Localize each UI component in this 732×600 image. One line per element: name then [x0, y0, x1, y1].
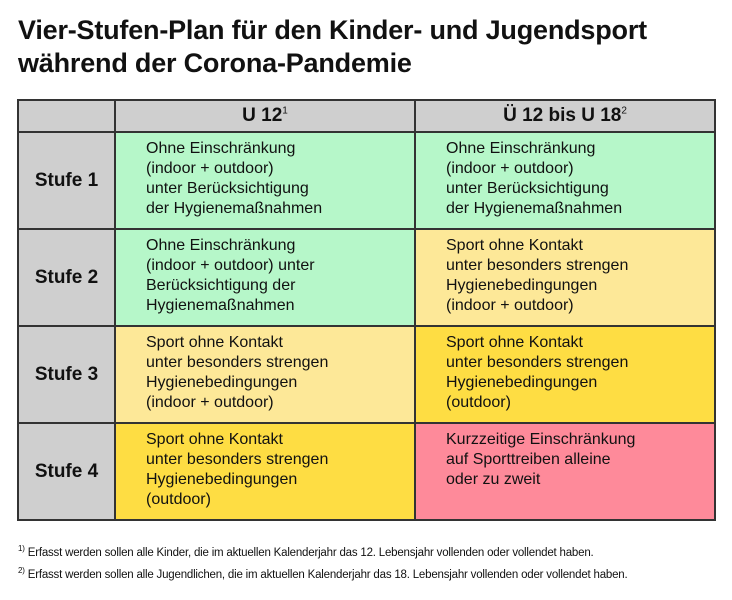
table-row: [18, 326, 715, 423]
cell-line: (indoor + outdoor) unter: [146, 257, 315, 274]
cell-line: unter Berücksichtigung: [446, 180, 609, 197]
cell-line: Ohne Einschränkung: [146, 140, 296, 157]
cell-text: [116, 133, 414, 219]
cell-text: [116, 424, 414, 510]
stage-label: Stufe 4: [18, 423, 115, 520]
cell-u18: [415, 229, 715, 326]
header-u18-sup: 2: [621, 105, 627, 117]
cell-line: oder zu zweit: [446, 471, 541, 488]
cell-line: (outdoor): [146, 491, 211, 508]
cell-u12: [115, 423, 415, 520]
table-row: [18, 423, 715, 520]
cell-line: auf Sporttreiben alleine: [446, 451, 611, 468]
stage-label: Stufe 2: [18, 229, 115, 326]
cell-line: (indoor + outdoor): [446, 160, 574, 177]
document-title: [18, 14, 647, 80]
cell-line: Hygienebedingungen: [146, 471, 298, 488]
cell-line: Hygienebedingungen: [446, 374, 598, 391]
cell-u12: [115, 229, 415, 326]
cell-line: Sport ohne Kontakt: [446, 334, 583, 351]
cell-u12: [115, 326, 415, 423]
cell-line: der Hygienemaßnahmen: [446, 200, 623, 217]
cell-u12: [115, 132, 415, 229]
title-line-1: Vier-Stufen-Plan für den Kinder- und Jugendsport: [18, 15, 647, 45]
footnotes: [18, 540, 627, 584]
stage-label: Stufe 3: [18, 326, 115, 423]
cell-line: Sport ohne Kontakt: [146, 334, 283, 351]
title-line-2: während der Corona-Pandemie: [18, 48, 412, 78]
stage-label: Stufe 1: [18, 132, 115, 229]
footnote-2-text: Erfasst werden sollen alle Jugendlichen, die im aktuellen Kalenderjahr das 18. Lebensjahr vollenden oder vollendet haben.: [27, 568, 628, 581]
cell-line: Hygienebedingungen: [146, 374, 298, 391]
cell-u18: [415, 132, 715, 229]
cell-line: (outdoor): [446, 394, 511, 411]
header-u12-sup: 1: [282, 105, 288, 117]
cell-u18: [415, 423, 715, 520]
table-row: [18, 132, 715, 229]
cell-line: Berücksichtigung der: [146, 277, 296, 294]
cell-line: (indoor + outdoor): [146, 160, 274, 177]
cell-text: [416, 424, 714, 490]
footnote-2: [18, 562, 627, 584]
cell-line: Hygienemaßnahmen: [146, 297, 295, 314]
header-corner: [18, 100, 115, 132]
header-u12: [115, 100, 415, 132]
stage-plan-table: [17, 99, 716, 521]
cell-line: (indoor + outdoor): [146, 394, 274, 411]
cell-line: Ohne Einschränkung: [146, 237, 296, 254]
cell-u18: [415, 326, 715, 423]
cell-line: (indoor + outdoor): [446, 297, 574, 314]
cell-line: unter Berücksichtigung: [146, 180, 309, 197]
cell-line: unter besonders strengen: [446, 354, 629, 371]
footnote-1-marker: 1): [18, 544, 25, 553]
cell-text: [116, 327, 414, 413]
cell-line: Sport ohne Kontakt: [446, 237, 583, 254]
cell-line: Kurzzeitige Einschränkung: [446, 431, 636, 448]
cell-text: [416, 133, 714, 219]
header-u18-label: Ü 12 bis U 18: [503, 105, 622, 126]
footnote-1: [18, 540, 627, 562]
cell-line: Sport ohne Kontakt: [146, 431, 283, 448]
table-row: [18, 229, 715, 326]
header-u18: [415, 100, 715, 132]
cell-line: unter besonders strengen: [146, 354, 329, 371]
table-header-row: [18, 100, 715, 132]
cell-line: unter besonders strengen: [146, 451, 329, 468]
cell-text: [416, 327, 714, 413]
cell-line: unter besonders strengen: [446, 257, 629, 274]
footnote-1-text: Erfasst werden sollen alle Kinder, die im aktuellen Kalenderjahr das 12. Lebensjahr vollenden oder vollendet haben.: [27, 546, 594, 559]
header-u12-label: U 12: [242, 105, 283, 126]
cell-line: Ohne Einschränkung: [446, 140, 596, 157]
cell-line: Hygienebedingungen: [446, 277, 598, 294]
footnote-2-marker: 2): [18, 565, 25, 575]
cell-text: [116, 230, 414, 316]
cell-text: [416, 230, 714, 316]
cell-line: der Hygienemaßnahmen: [146, 200, 323, 217]
